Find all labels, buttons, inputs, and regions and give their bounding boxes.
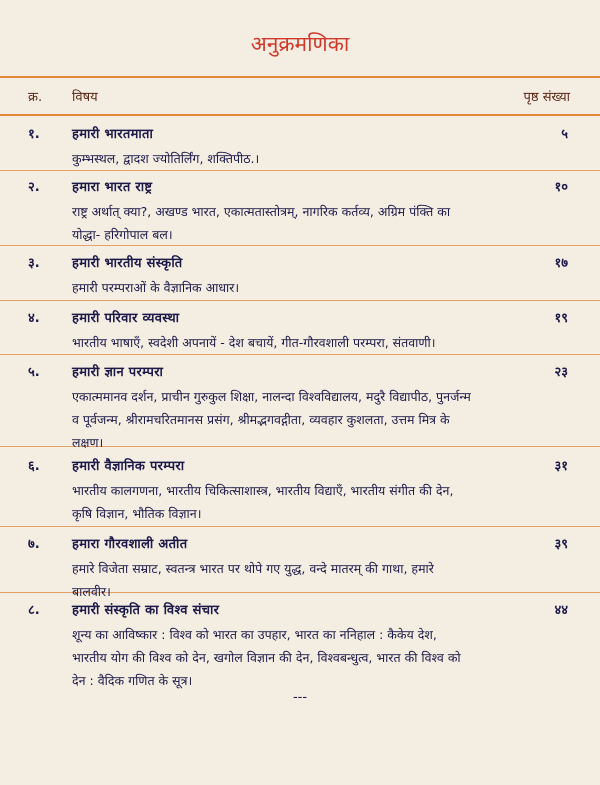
header-page-number: पृष्ठ संख्या — [523, 90, 570, 105]
entry-title: हमारा गौरवशाली अतीत — [72, 537, 188, 552]
entry-title: हमारी परिवार व्यवस्था — [72, 311, 180, 326]
entry-title: हमारी ज्ञान परम्परा — [72, 365, 164, 380]
entry-title: हमारी भारतमाता — [72, 127, 154, 142]
toc-entry-1 — [0, 124, 600, 171]
entry-number: १. — [28, 127, 40, 142]
entry-number: ५. — [28, 365, 40, 380]
entry-description: भारतीय कालगणना, भारतीय चिकित्साशास्त्र, भारतीय विद्याएँ, भारतीय संगीत की देन, कृषि विज्ञान, भौतिक विज्ञान। — [72, 483, 454, 521]
entry-number: ३. — [28, 256, 40, 271]
entry-description: भारतीय भाषाएँ, स्वदेशी अपनायें - देश बचायें, गीत-गौरवशाली परम्परा, संतवाणी। — [72, 335, 436, 350]
page-title: अनुक्रमणिका — [250, 32, 350, 56]
entry-number: २. — [28, 180, 40, 195]
entry-description: हमारे विजेता सम्राट, स्वतन्त्र भारत पर थोपे गए युद्ध, वन्दे मातरम् की गाथा, हमारे बालवीर। — [72, 561, 434, 599]
entry-title: हमारी वैज्ञानिक परम्परा — [72, 459, 185, 474]
entry-title: हमारी भारतीय संस्कृति — [72, 256, 183, 271]
entry-title: हमारी संस्कृति का विश्व संचार — [72, 603, 220, 618]
entry-page: १० — [554, 180, 568, 195]
entry-page: ४४ — [554, 603, 568, 618]
toc-entry-7 — [0, 534, 600, 599]
entry-number: ४. — [28, 311, 40, 326]
header-subject: विषय — [72, 90, 98, 105]
toc-entry-4 — [0, 308, 600, 355]
entry-title: हमारा भारत राष्ट्र — [72, 180, 153, 195]
entry-page: ५ — [561, 127, 568, 142]
toc-entry-6 — [0, 456, 600, 527]
header-number: क्र. — [28, 90, 43, 105]
entry-page: २३ — [554, 365, 568, 380]
entry-number: ६. — [28, 459, 40, 474]
entry-page: ३९ — [554, 537, 568, 552]
entry-number: ७. — [28, 537, 40, 552]
end-mark: --- — [292, 690, 308, 705]
entry-page: १९ — [554, 311, 568, 326]
entry-description: राष्ट्र अर्थात् क्या?, अखण्ड भारत, एकात्मतास्तोत्रम्, नागरिक कर्तव्य, अग्रिम पंक्ति का योद्धा- हरिगोपाल बल। — [72, 204, 451, 242]
entry-description: हमारी परम्पराओं के वैज्ञानिक आधार। — [72, 280, 240, 295]
entry-page: १७ — [554, 256, 568, 271]
column-header-row — [0, 76, 600, 116]
toc-entry-2 — [0, 177, 600, 246]
entry-page: ३१ — [554, 459, 568, 474]
toc-entry-3 — [0, 253, 600, 301]
entry-description: कुम्भस्थल, द्वादश ज्योतिर्लिंग, शक्तिपीठ.। — [72, 151, 260, 166]
toc-entry-8 — [0, 600, 600, 686]
entry-number: ८. — [28, 603, 40, 618]
entry-description: शून्य का आविष्कार : विश्व को भारत का उपहार, भारत का ननिहाल : कैकेय देश, भारतीय योग की विश्व को देन, खगोल विज्ञान की देन, विश्वबन्धुत्व, भारत की विश्व को देन : वैदिक गणित के सूत्र। — [72, 627, 461, 688]
entry-description: एकात्ममानव दर्शन, प्राचीन गुरुकुल शिक्षा, नालन्दा विश्वविद्यालय, मदुरै विद्यापीठ, पुनर्जन्म व पूर्वजन्म, श्रीरामचरितमानस प्रसंग, श्रीमद्भगवद्गीता, व्यवहार कुशलता, उत्तम मित्र के लक्षण। — [72, 389, 471, 450]
toc-entry-5 — [0, 362, 600, 450]
